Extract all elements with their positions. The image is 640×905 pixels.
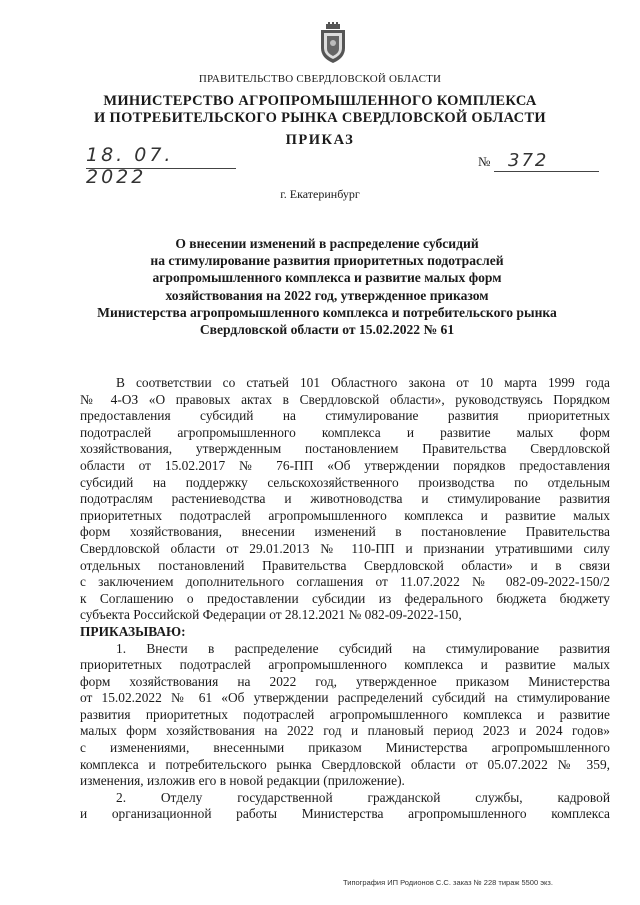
body-line: субъекта Российской Федерации от 28.12.2021 № 082-09-2022-150, (80, 607, 462, 623)
title-line: Министерства агропромышленного комплекса и потребительского рынка (97, 304, 557, 320)
title-line: О внесении изменений в распределение субсидий (175, 236, 479, 251)
ministry-line: МИНИСТЕРСТВО АГРОПРОМЫШЛЕННОГО КОМПЛЕКСА (103, 93, 537, 109)
body-line: хозяйствования, утвержденным постановлением Правительства Свердловской (80, 441, 610, 457)
body-line: с заключением дополнительного соглашения от 11.07.2022 № 082-09-2022-150/2 (80, 574, 610, 590)
body-line: В соответствии со статьей 101 Областного закона от 10 марта 1999 года (116, 375, 610, 390)
document-number-block (478, 150, 600, 172)
body-line: форм хозяйствования, внесении изменений в постановление Правительства (80, 524, 610, 540)
body-line: предоставления субсидий на стимулирование развития приоритетных (80, 408, 610, 424)
body-line: приоритетных подотраслей агропромышленного комплекса и развитие малых (80, 507, 610, 523)
document-type: ПРИКАЗ (285, 132, 355, 148)
body-line: и организационной работы Министерства агропромышленного комплекса (80, 806, 610, 822)
body-line: субсидий на поддержку сельскохозяйственного производства по отдельным (80, 474, 610, 490)
document-title (78, 235, 576, 338)
body-line: 1. Внести в распределение субсидий на стимулирование развития (116, 640, 610, 656)
body-line: комплекса и потребительского рынка Свердловской области от 05.07.2022 № 359, (80, 756, 610, 772)
document-body (80, 375, 610, 823)
title-line: на стимулирование развития приоритетных подотраслей (150, 253, 504, 269)
body-line: отдельных постановлений Правительства Свердловской области» и в связи (80, 557, 610, 573)
ministry-line: И ПОТРЕБИТЕЛЬСКОГО РЫНКА СВЕРДЛОВСКОЙ ОБЛАСТИ (94, 110, 546, 126)
body-line: 2. Отделу государственной гражданской службы, кадровой (116, 789, 610, 805)
body-line: № 4-ОЗ «О правовых актах в Свердловской области», руководствуясь Порядком (80, 391, 610, 407)
body-line: к Соглашению о предоставлении субсидии из федерального бюджета бюджету (80, 590, 610, 606)
body-line: изменения, изложив его в новой редакции (приложение). (80, 773, 405, 789)
order-keyword: ПРИКАЗЫВАЮ: (80, 623, 186, 639)
body-line: малых форм хозяйствования на 2022 год и плановый период 2023 и 2024 годов» (80, 723, 610, 739)
body-line: форм хозяйствования на 2022 год, утвержденное приказом Министерства (80, 673, 610, 689)
number-sign: № (478, 154, 491, 169)
city: г. Екатеринбург (280, 187, 360, 201)
body-line: с изменениями, внесенными приказом Министерства агропромышленного (80, 740, 610, 756)
document-number: 372 (494, 150, 599, 172)
body-line: подотраслям растениеводства и животноводства и стимулирование развития (80, 491, 610, 507)
body-line: Свердловской области от 29.01.2013 № 110-ПП и признании утратившими силу (80, 540, 610, 556)
print-footer: Типография ИП Родионов С.С. заказ № 228 тираж 5500 экз. (343, 878, 553, 887)
coat-of-arms-icon (317, 22, 349, 64)
ministry-name (0, 93, 640, 127)
title-line: хозяйствования на 2022 год, утвержденное приказом (165, 287, 489, 303)
body-line: от 15.02.2022 № 61 «Об утверждении распределений субсидий на стимулирование (80, 690, 610, 706)
document-date: 18. 07. 2022 (86, 144, 236, 169)
body-line: области от 15.02.2017 № 76-ПП «Об утверждении порядков предоставления (80, 457, 610, 473)
body-line: развития приоритетных подотраслей агропромышленного комплекса и развитие (80, 706, 610, 722)
body-line: подотраслей агропромышленного комплекса и развитие малых форм (80, 424, 610, 440)
title-line: Свердловской области от 15.02.2022 № 61 (199, 322, 455, 338)
body-line: приоритетных подотраслей агропромышленного комплекса и развитие малых (80, 657, 610, 673)
government-name: ПРАВИТЕЛЬСТВО СВЕРДЛОВСКОЙ ОБЛАСТИ (198, 73, 442, 85)
title-line: агропромышленного комплекса и развитие малых форм (152, 270, 502, 286)
